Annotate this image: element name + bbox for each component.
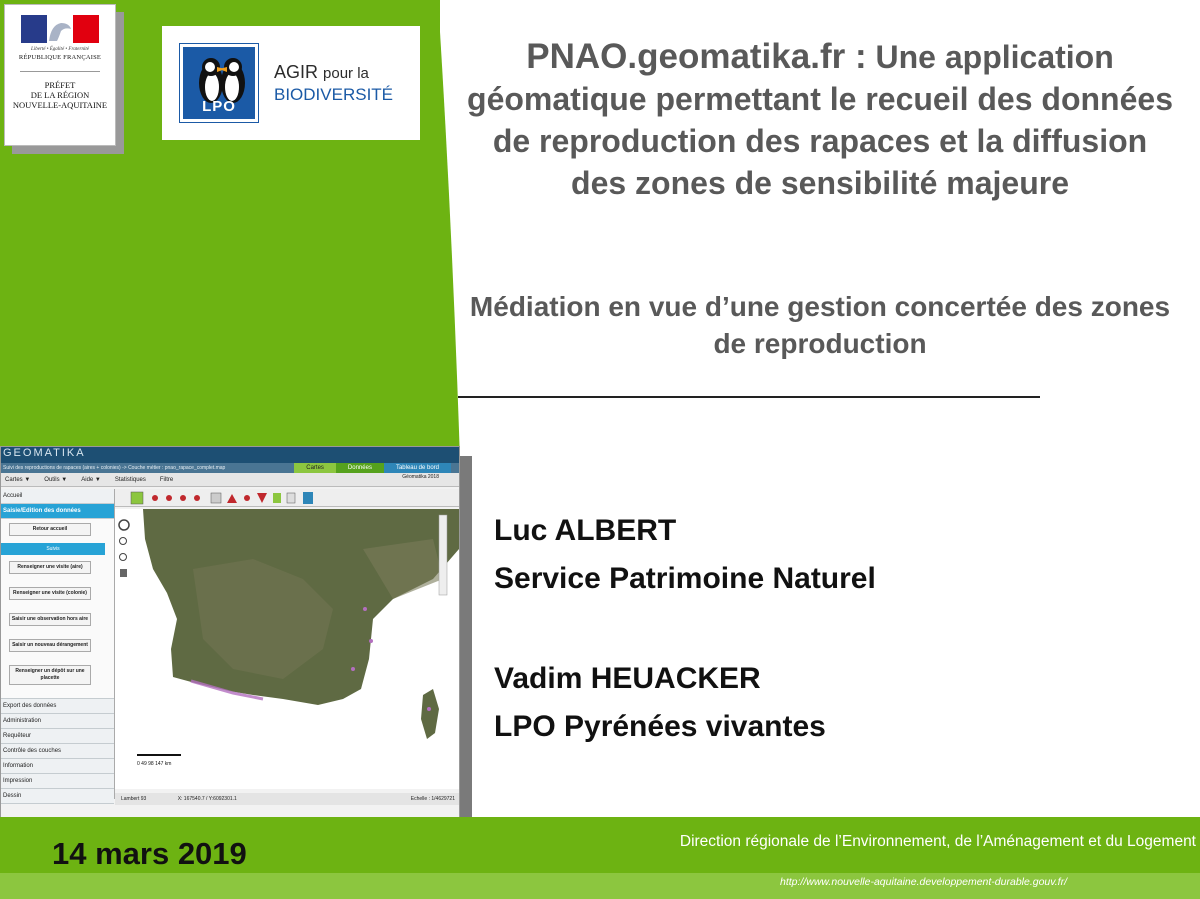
lpo-logo bbox=[162, 26, 420, 140]
presenter-1-name: Luc ALBERT bbox=[494, 514, 677, 547]
menu-aide[interactable]: Aide ▼ bbox=[81, 477, 101, 483]
gear-icon[interactable] bbox=[119, 520, 129, 530]
sidebar-item-requeteur[interactable]: Requêteur bbox=[1, 729, 114, 744]
presenter-1-org: Service Patrimoine Naturel bbox=[494, 562, 876, 595]
page-title bbox=[462, 36, 1178, 204]
map-status-bar bbox=[115, 793, 460, 805]
sidebar-item-controle-couches[interactable]: Contrôle des couches bbox=[1, 744, 114, 759]
prefet-divider bbox=[20, 71, 100, 72]
sidebar-item-accueil[interactable]: Accueil bbox=[1, 489, 114, 504]
prefet-republique: RÉPUBLIQUE FRANÇAISE bbox=[18, 54, 102, 61]
observation-hors-aire-button[interactable]: Saisir une observation hors aire bbox=[9, 613, 91, 626]
sidebar-item-dessin[interactable]: Dessin bbox=[1, 789, 114, 804]
table-tool-icon[interactable] bbox=[303, 492, 313, 504]
app-version: Géomatika 2018 bbox=[402, 474, 439, 480]
tab-cartes[interactable]: Cartes bbox=[294, 463, 336, 473]
retour-accueil-button[interactable]: Retour accueil bbox=[9, 523, 91, 536]
presenter-2-name: Vadim HEUACKER bbox=[494, 662, 761, 695]
app-sidebar bbox=[1, 489, 115, 799]
sidebar-item-information[interactable]: Information bbox=[1, 759, 114, 774]
prefet-logo bbox=[4, 4, 116, 146]
app-brand: GEOMATIKA bbox=[1, 447, 459, 463]
select-tool-icon[interactable] bbox=[131, 492, 143, 504]
sidebar-item-impression[interactable]: Impression bbox=[1, 774, 114, 789]
visite-colonie-button[interactable]: Renseigner une visite (colonie) bbox=[9, 587, 91, 600]
app-breadcrumb-text: Suivi des reproductions de rapaces (aires + colonies) -> Couche métier : pnao_rapace_complet.map bbox=[3, 465, 226, 471]
sidebar-item-saisie[interactable]: Saisie/Edition des données bbox=[1, 504, 114, 519]
prefet-line-1: PRÉFET bbox=[44, 80, 76, 90]
prefet-devise: Liberté • Égalité • Fraternité bbox=[31, 47, 89, 52]
app-menu-bar bbox=[1, 473, 459, 487]
tab-tableau-de-bord[interactable]: Tableau de bord bbox=[384, 463, 451, 473]
prefet-line-3: NOUVELLE-AQUITAINE bbox=[12, 100, 108, 110]
map-scale-labels: 0 49 98 147 km bbox=[137, 761, 172, 767]
marker-tool-icon[interactable] bbox=[194, 495, 200, 501]
prefet-line-2: DE LA RÉGION bbox=[30, 90, 90, 100]
title-site: PNAO.geomatika.fr : bbox=[526, 37, 867, 76]
title-rest: Une application géomatique permettant le recueil des données de reproduction des rapaces et la diffusion des zones de sensibilité majeure bbox=[467, 39, 1173, 201]
menu-cartes[interactable]: Cartes ▼ bbox=[5, 477, 31, 483]
house-tool-icon[interactable] bbox=[227, 494, 237, 503]
projection-select[interactable]: Lambert 93 bbox=[121, 796, 147, 802]
scale-select[interactable]: Echelle : 1/4629721 bbox=[410, 796, 455, 802]
marker-tool-icon[interactable] bbox=[166, 495, 172, 501]
page-subtitle: Médiation en vue d’une gestion concertée des zones de reproduction bbox=[469, 291, 1171, 359]
menu-statistiques[interactable]: Statistiques bbox=[114, 477, 146, 483]
app-body bbox=[1, 489, 460, 809]
suivis-header: Suivis bbox=[1, 543, 105, 555]
dreal-name: Direction régionale de l’Environnement, de l’Aménagement et du Logement bbox=[679, 833, 1196, 850]
map-view[interactable] bbox=[133, 509, 459, 789]
zoom-slider[interactable] bbox=[439, 515, 447, 595]
pan-hand-icon[interactable] bbox=[120, 569, 127, 577]
sidebar-saisie-panel bbox=[1, 519, 114, 699]
lpo-slogan bbox=[274, 62, 393, 105]
star-tool-icon[interactable] bbox=[257, 493, 267, 503]
title-divider bbox=[458, 396, 1040, 398]
sidebar-item-export[interactable]: Export des données bbox=[1, 699, 114, 714]
app-screenshot bbox=[0, 446, 460, 818]
marker-tool-icon[interactable] bbox=[180, 495, 186, 501]
lpo-agir: AGIR bbox=[274, 62, 319, 82]
map-toolbar bbox=[115, 489, 460, 507]
point-tool-icon[interactable] bbox=[244, 495, 250, 501]
marianne-flag-icon bbox=[21, 15, 99, 43]
zoom-out-icon[interactable] bbox=[120, 554, 127, 561]
lpo-mark-text: LPO bbox=[202, 98, 236, 115]
sidebar-item-administration[interactable]: Administration bbox=[1, 714, 114, 729]
puffin-icon bbox=[180, 44, 258, 122]
menu-filtre[interactable]: Filtre bbox=[159, 477, 174, 483]
visite-aire-button[interactable]: Renseigner une visite (aire) bbox=[9, 561, 91, 574]
tab-donnees[interactable]: Données bbox=[336, 463, 384, 473]
coords-readout: X: 167540.7 / Y:6092301.1 bbox=[177, 796, 237, 802]
map-nav-tools bbox=[115, 509, 133, 789]
nouveau-derangement-button[interactable]: Saisir un nouveau dérangement bbox=[9, 639, 91, 652]
menu-outils[interactable]: Outils ▼ bbox=[44, 477, 68, 483]
footer-url[interactable]: http://www.nouvelle-aquitaine.developpement-durable.gouv.fr/ bbox=[780, 876, 1067, 888]
lpo-pour-la: pour la bbox=[323, 65, 369, 82]
presenters bbox=[494, 507, 876, 751]
app-tabs bbox=[294, 463, 451, 473]
lpo-biodiversite: BIODIVERSITÉ bbox=[274, 85, 394, 104]
app-breadcrumb bbox=[1, 463, 459, 473]
doc-tool-icon[interactable] bbox=[287, 493, 295, 503]
layer-tool-icon[interactable] bbox=[273, 493, 281, 503]
depot-placette-button[interactable]: Renseigner un dépôt sur une placette bbox=[9, 665, 91, 685]
presenter-2-org: LPO Pyrénées vivantes bbox=[494, 710, 826, 743]
presentation-date: 14 mars 2019 bbox=[52, 836, 247, 871]
edit-tool-icon[interactable] bbox=[211, 493, 221, 503]
zoom-in-icon[interactable] bbox=[120, 538, 127, 545]
marker-tool-icon[interactable] bbox=[152, 495, 158, 501]
